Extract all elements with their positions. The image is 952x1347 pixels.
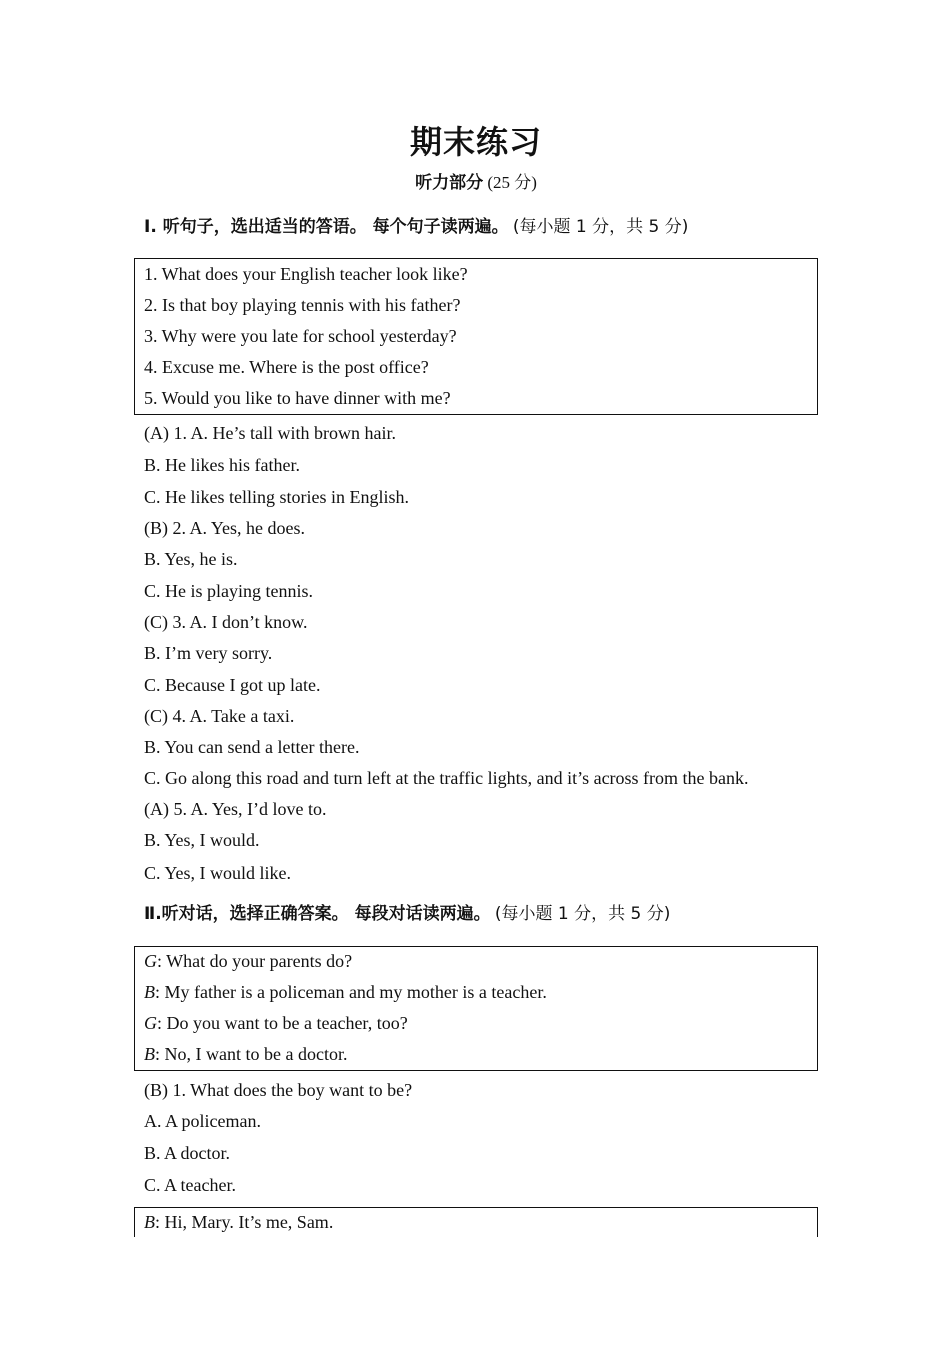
answer-line: (B) 2. A. Yes, he does. — [144, 518, 306, 538]
dialogue-text: : Do you want to be a teacher, too? — [157, 1013, 408, 1033]
transcript-line: 2. Is that boy playing tennis with his father? — [144, 295, 461, 315]
dialogue-text: : My father is a policeman and my mother is a teacher. — [155, 982, 547, 1002]
answer-line: B. You can send a letter there. — [144, 737, 360, 757]
answer-line: C. He likes telling stories in English. — [144, 487, 409, 507]
question-line: (B) 1. What does the boy want to be? — [144, 1080, 413, 1100]
dialogue-line — [144, 949, 352, 973]
dialogue-line — [144, 980, 547, 1004]
answer-line: (C) 3. A. I don’t know. — [144, 612, 308, 632]
dialogue-line — [144, 1042, 347, 1066]
listening-part-label: 听力部分 — [415, 173, 484, 193]
dialogue-text: : No, I want to be a doctor. — [155, 1044, 348, 1064]
answer-line: (C) 4. A. Take a taxi. — [144, 706, 295, 726]
answer-line: C. Go along this road and turn left at the traffic lights, and it’s across from the bank. — [144, 768, 749, 788]
section-subtitle — [0, 170, 952, 196]
question-line: B. A doctor. — [144, 1143, 231, 1163]
section-2-heading — [144, 900, 670, 928]
transcript-line: 5. Would you like to have dinner with me? — [144, 388, 451, 408]
answer-line: B. He likes his father. — [144, 455, 300, 475]
speaker-label: G — [144, 1013, 157, 1033]
speaker-label: G — [144, 951, 157, 971]
speaker-label: B — [144, 982, 155, 1002]
dialogue-text: : Hi, Mary. It’s me, Sam. — [155, 1212, 334, 1232]
speaker-label: B — [144, 1212, 155, 1232]
answer-line: B. Yes, I would. — [144, 830, 260, 850]
dialogue-line — [144, 1210, 333, 1234]
page-title: 期末练习 — [409, 123, 542, 161]
dialogue-1-box — [134, 946, 818, 1071]
section-1-score-note: (每小题 1 分，共 5 分) — [512, 217, 689, 237]
answer-line: B. I’m very sorry. — [144, 643, 273, 663]
answer-line: (A) 1. A. He’s tall with brown hair. — [144, 423, 396, 443]
answer-line: B. Yes, he is. — [144, 549, 238, 569]
section-1-instruction: Ⅰ. 听句子，选出适当的答语。 每个句子读两遍。 — [144, 217, 509, 237]
answer-line: C. Because I got up late. — [144, 675, 321, 695]
transcript-line: 1. What does your English teacher look like? — [144, 264, 468, 284]
dialogue-text: : What do your parents do? — [157, 951, 353, 971]
section-1-transcript-box — [134, 258, 818, 415]
dialogue-line — [144, 1011, 408, 1035]
transcript-line: 3. Why were you late for school yesterday? — [144, 326, 457, 346]
answer-line: C. He is playing tennis. — [144, 581, 313, 601]
section-2-score-note: (每小题 1 分，共 5 分) — [494, 904, 671, 924]
question-line: C. A teacher. — [144, 1175, 236, 1195]
speaker-label: B — [144, 1044, 155, 1064]
listening-part-points: (25 分) — [487, 173, 537, 192]
transcript-line: 4. Excuse me. Where is the post office? — [144, 357, 429, 377]
answer-line: (A) 5. A. Yes, I’d love to. — [144, 799, 327, 819]
answer-line: C. Yes, I would like. — [144, 863, 292, 883]
section-2-instruction: Ⅱ.听对话，选择正确答案。 每段对话读两遍。 — [144, 904, 491, 924]
dialogue-2-box — [134, 1207, 818, 1237]
section-1-heading — [144, 213, 688, 241]
question-line: A. A policeman. — [144, 1111, 261, 1131]
